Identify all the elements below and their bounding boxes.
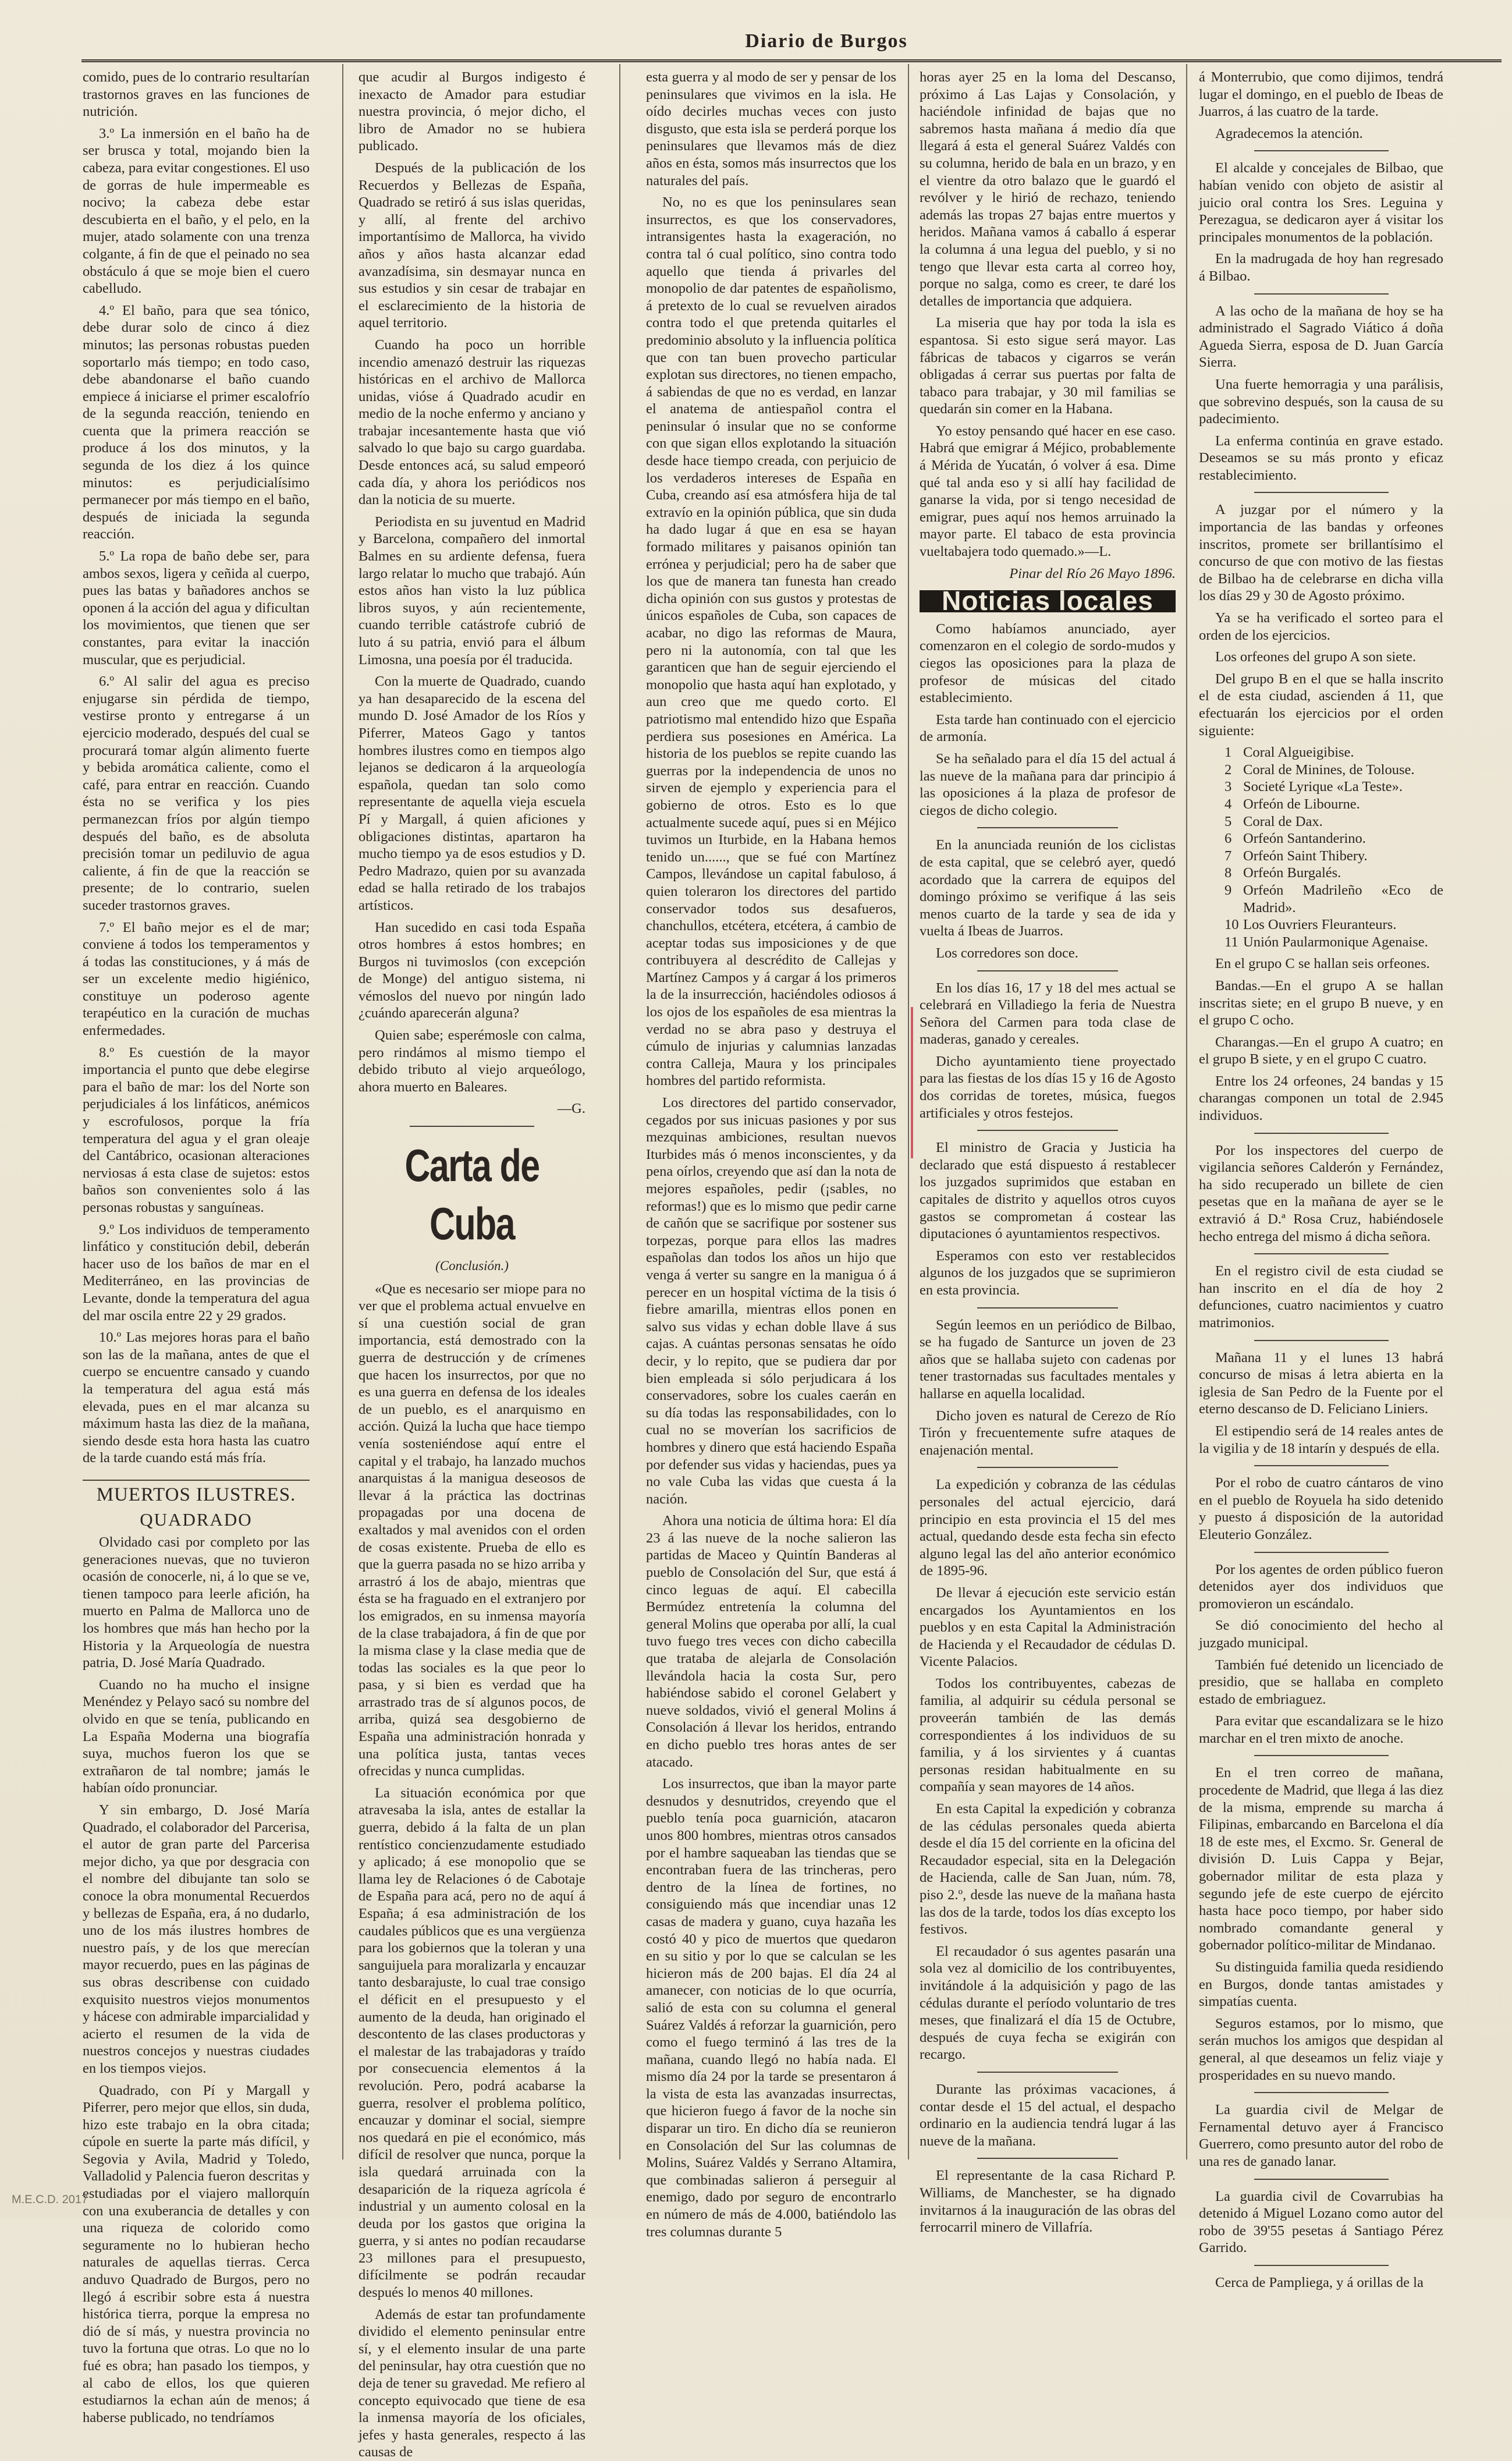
article-heading-carta-de-cuba: Carta de Cuba	[404, 1140, 540, 1250]
section-heading-muertos: MUERTOS ILUSTRES.	[83, 1480, 310, 1504]
masthead	[81, 28, 1502, 62]
paragraph: esta guerra y al modo de ser y pensar de los peninsulares que vivimos en la isla. He oído decirles muchas veces con justo disgusto, que esta isla se perderá porque los peninsulares que llevamos más de diez años en ésta, somos más insurrectos que los naturales del país.	[646, 69, 896, 189]
column-rule	[1186, 64, 1187, 2159]
news-item: En la anunciada reunión de los ciclistas de esta capital, que se celebró ayer, quedó acordado que la carrera de equipos del domingo próximo se verifique á las seis menos cuarto de la tarde y sea de ida y vuelta á Ibeas de Juarros.	[920, 837, 1176, 939]
paragraph: comido, pues de lo contrario resultarían trastornos graves en las funciones de nutrición.	[83, 69, 310, 120]
divider	[977, 1467, 1118, 1468]
news-item: Durante las próximas vacaciones, á contar desde el 15 del actual, el despacho ordinario en la audiencia tendrá lugar á las nueve de la mañana.	[920, 2081, 1176, 2149]
article-heading-quadrado: QUADRADO	[140, 1509, 253, 1530]
paragraph: que acudir al Burgos indigesto é inexacto de Amador para estudiar nuestra provincia, ó mejor dicho, el libro de Amador no se hubiera publicado.	[359, 69, 585, 154]
divider	[1254, 2092, 1389, 2093]
news-item: Dicho joven es natural de Cerezo de Río Tirón y frecuentemente sufre ataques de enajenación mental.	[920, 1407, 1176, 1458]
news-item: Los orfeones del grupo A son siete.	[1215, 649, 1416, 665]
orfeon-list-item	[1224, 744, 1443, 761]
paragraph: 10.º Las mejores horas para el baño son las de la mañana, antes de que el cuerpo se encuentre cansado y cuando la temperatura del agua está más elevada, pues en el mar alcanza su máximum hasta las diez de la mañana, siendo desde esta hora hasta las cuatro de la tarde cuando está más fría.	[83, 1329, 310, 1466]
paragraph: Quadrado, con Pí y Margall y Piferrer, pero mejor que ellos, sin duda, hizo este trabajo en la obra citada; cúpole en suerte la parte más difícil, y Segovia y Avila, Madrid y Toledo, Valladolid y Palencia fueron descritas y estudiadas por el viajero mallorquín con una exuberancia de detalles y con una riqueza de colorido como seguramente no lo hubieran hecho naturales de aquellas tierras. Cerca anduvo Quadrado de Burgos, pero no llegó á escribir sobre esta á nuestra histórica tierra, porque la empresa no dió de sí más, y nuestra provincia no tuvo la fortuna que otras. Lo que no lo fué es obra; han pasado los tiempos, y al cabo de ellos, los que quieren estudiarnos la echan aún de menos; á haberse publicado, no tendríamos	[83, 2082, 310, 2425]
list-number: 9	[1224, 882, 1232, 898]
list-number: 1	[1224, 744, 1232, 761]
news-item: Se dió conocimiento del hecho al juzgado municipal.	[1199, 1618, 1443, 1651]
list-text: Coral Algueigibise.	[1243, 744, 1354, 761]
news-item: Dicho ayuntamiento tiene proyectado para las fiestas de los días 15 y 16 de Agosto dos corridas de toretes, música, fuegos artificiales y otros festejos.	[920, 1053, 1176, 1121]
paragraph: 9.º Los individuos de temperamento linfático y constitución debil, deberán hacer uso de los baños de mar en el Mediterráneo, en las provincias de Levante, donde la temperatura del agua del mar oscila entre 22 y 29 grados.	[83, 1221, 310, 1324]
column-rule	[342, 64, 343, 2159]
news-item: Mañana 11 y el lunes 13 habrá concurso de misas á letra abierta en la iglesia de San Pedro de la Fuente por el eterno descanso de D. Feliciano Liniers.	[1199, 1349, 1443, 1417]
paragraph: Periodista en su juventud en Madrid y Barcelona, compañero del inmortal Balmes en su ardiente defensa, fuera largo relatar lo mucho que trabajó. Aún estos años han visto la luz pública libros suyos, y aún recientemente, cuando terrible catástrofe cubrió de luto á su patria, envió para el álbum Limosna, una poesía por él traducida.	[359, 513, 585, 668]
news-item: Por el robo de cuatro cántaros de vino en el pueblo de Royuela ha sido detenido y puesto á disposición de la autoridad Eleuterio González.	[1199, 1475, 1443, 1542]
news-item: En el registro civil de esta ciudad se han inscrito en el día de hoy 2 defunciones, cuatro nacimientos y cuatro matrimonios.	[1199, 1263, 1443, 1331]
list-number: 11	[1224, 934, 1238, 950]
news-item: A juzgar por el número y la importancia de las bandas y orfeones inscritos, promete ser brillantísimo el concurso de que con motivo de las fiestas de Bilbao ha de celebrarse en dicha villa los días 29 y 30 de Agosto próximo.	[1199, 502, 1443, 604]
list-text: Coral de Minines, de Tolouse.	[1243, 761, 1415, 778]
paragraph: Quien sabe; esperémosle con calma, pero rindámos al mismo tiempo el debido tributo al viejo arqueólogo, ahora muerto en Baleares.	[359, 1027, 585, 1095]
list-number: 10	[1224, 917, 1239, 933]
orfeon-list-item	[1224, 847, 1443, 865]
orfeon-list-item	[1224, 830, 1443, 847]
paragraph: La miseria que hay por toda la isla es espantosa. Si esto sigue será mayor. Las fábricas de tabacos y cigarros se verán obligadas á cerrar sus puertas por falta de tabaco para trabajar, y 30 mil familias se quedarán sin comer en la Habana.	[920, 315, 1176, 417]
paragraph: 7.º El baño mejor es el de mar; conviene á todos los temperamentos y á todas las constituciones, y á más de ser un excelente medio higiénico, constituye un poderoso agente terapéutico en la curación de muchas enfermedades.	[83, 919, 310, 1039]
paragraph: La situación económica por que atravesaba la isla, antes de estallar la guerra, debido á la falta de un plan rentístico concienzudamente estudiado y aplicado; á ese monopolio que se llama ley de Relaciones ó de Cabotaje de España para acá, pero no de aquí á España; á esa administración de los caudales públicos que es una vergüenza para los gobiernos que la toleran y una sanguijuela para moralizarla y encauzar tanto desbarajuste, lo cual trae consigo el déficit en el presupuesto y el aumento de la deuda, han originado el descontento de las clases productoras y el malestar de las trabajadoras y traído por consecuencia elementos á la revolución. Pero, podrá acabarse la guerra, resolver el problema político, encauzar y dominar el social, siempre nos quedará en pie el económico, más difícil de resolver que nunca, porque la isla quedará arruinada con la desaparición de la riqueza agrícola é industrial y un aumento colosal en la deuda por los gastos que origina la guerra, y si antes no podían recaudarse 23 millones para el presupuesto, difícilmente se podrán recaudar después lo menos 40 millones.	[359, 1785, 585, 2301]
paragraph: No, no es que los peninsulares sean insurrectos, es que los conservadores, intransigentes hasta la exageración, no contra tal ó cual político, sino contra todo aquello que tienda á privarles del monopolio de dar patentes de españolismo, á pretexto de lo cual se revuelven airados contra todo el que pretenda quitarles el predominio absoluto y la influencia política que con tan buen provecho particular explotan sus directores, no tienen empacho, á sabiendas de que no es verdad, en lanzar el anatema de antiespañol contra el peninsular ó insular que no se conforme con que sigan ellos explotando la situación desde hace tiempo creada, con perjuicio de los verdaderos intereses de España en Cuba, creando así esa atmósfera hija de tal extravío en la opinión pública, que sin duda ha dado lugar á que en esa se hayan formado militares y paisanos opinión tan errónea y perjudicial; pero ha de saber que los que de manera tan funesta han creado dicha opinión con sus gustos y protestas de únicos españoles de Cuba, son capaces de acabar, no digo las reformas de Maura, pero ni la autonomía, con tal que les garanticen que han de seguir ejerciendo el monopolio que hasta aquí han explotado, y aun creo que me quedo corto. El patriotismo mal entendido hizo que España perdiera sus posesiones en América. La historia de los pueblos se repite cuando las guerras por la independencia de unos no sirven de ejemplo y experiencia para el gobierno de otros. Esto es lo que actualmente sucede aquí, pues si en Méjico tuvimos un Iturbide, en la Habana hemos tenido un......, que se fué con Martínez Campos, llevándose un capital fabuloso, á quien toleraron los directores del partido conservador todos sus desafueros, chanchullos, etcétera, etcétera, á cambio de aceptar todas sus imposiciones y de que contribuyera al descrédito de Callejas y Martínez Campos y á cargar á los primeros la de la insurrección, haciéndoles odiosos á los ojos de los españoles de esa mientras la verdad no se abra paso y destruya el cúmulo de injurias y calumnias lanzadas contra Calleja, Maura y los principales hombres del partido reformista.	[646, 194, 896, 1089]
pencil-annotation-mark	[911, 1007, 913, 1158]
divider	[1254, 2179, 1389, 2180]
list-text: Orfeón Santanderino.	[1243, 831, 1366, 847]
news-item: En los días 16, 17 y 18 del mes actual se celebrará en Villadiego la feria de Nuestra Señora del Carmen para toda clase de maderas, ganado y cereales.	[920, 980, 1176, 1048]
list-text: Orfeón Saint Thibery.	[1243, 847, 1368, 864]
divider	[977, 2072, 1118, 2073]
paragraph: 6.º Al salir del agua es preciso enjugarse sin pérdida de tiempo, vestirse pronto y entregarse á un ejercicio moderado, después del cual se procurará tomar algún alimento fuerte y bebida aromática caliente, como el café, para entrar en reacción. Cuando ésta no se verifica y los pies permanezcan fríos por algún tiempo después del baño, es de absoluta precisión tomar un pediluvio de agua caliente, á fin de que la reacción se presente; de lo contrario, suelen suceder trastornos graves.	[83, 673, 310, 913]
divider	[1254, 1253, 1389, 1254]
news-item: Los corredores son doce.	[936, 945, 1078, 961]
paragraph: Olvidado casi por completo por las generaciones nuevas, que no tuvieron ocasión de conocerle, ni, á lo que se ve, tienen tampoco para leerle afición, ha muerto en Palma de Mallorca uno de los hombres que más han hecho por la Historia y la Arqueología de nuestra patria, D. José María Quadrado.	[83, 1534, 310, 1671]
list-number: 6	[1224, 831, 1232, 847]
archive-watermark: M.E.C.D. 2017	[12, 2193, 88, 2206]
news-item: El ministro de Gracia y Justicia ha declarado que está dispuesto á restablecer los juzgados suprimidos que estaban en capitales de distrito y aquellos otros cuyos gastos se comprometan á costear las diputaciones ó ayuntamientos respectivos.	[920, 1140, 1176, 1242]
paragraph: 8.º Es cuestión de la mayor importancia el punto que debe elegirse para el baño de mar: los del Norte son perjudiciales á los linfáticos, anémicos y escrofulosos, porque la fría temperatura del agua y el gran oleaje del Cantábrico, ocasionan alteraciones nerviosas á esta clase de sujetos: estos baños son convenientes solo á las personas robustas y sanguíneas.	[83, 1044, 310, 1215]
divider	[1254, 150, 1389, 151]
paragraph: horas ayer 25 en la loma del Descanso, próximo á Las Lajas y Consolación, y haciéndole infinidad de bajas que no sabremos hasta mañana á medio día que llegará á esta el general Suárez Valdés con su columna, herido de bala en un brazo, y en el vientre da otro balazo que le guardó el revólver y le hirió de rechazo, teniendo además las tropas 27 bajas entre muertos y heridos. Mañana vamos á caballo á esperar la columna á una legua del pueblo, y si no tengo que llevar esta carta al correo hoy, porque no salga, como es creer, te daré los detalles de importancia que adquiera.	[920, 69, 1176, 309]
news-item: El estipendio será de 14 reales antes de la vigilia y de 18 intarín y después de ella.	[1199, 1423, 1443, 1456]
divider	[1254, 2265, 1389, 2266]
divider	[1254, 1552, 1389, 1553]
list-number: 4	[1224, 796, 1232, 812]
list-text: Orfeón de Libourne.	[1243, 796, 1360, 812]
list-number: 5	[1224, 813, 1232, 829]
news-item: Ya se ha verificado el sorteo para el orden de los ejercicios.	[1199, 610, 1443, 643]
list-number: 3	[1224, 779, 1232, 795]
news-item: De llevar á ejecución este servicio están encargados los Ayuntamientos en los pueblos y en esta Capital la Administración de Hacienda y el Recaudador de cédulas D. Vicente Palacios.	[920, 1584, 1176, 1670]
news-item: En el tren correo de mañana, procedente de Madrid, que llega á las diez de la misma, emprende su marcha á Filipinas, embarcando en Barcelona el día 18 de este mes, el Excmo. Sr. General de división D. Luis Cappa y Bejar, gobernador militar de esta plaza y segundo jefe de este cuerpo de ejército hasta hace poco tiempo, por haber sido nombrado comandante general y gobernador político-militar de Mindanao.	[1199, 1765, 1443, 1953]
divider	[1254, 1340, 1389, 1341]
news-item: La guardia civil de Melgar de Fernamental detuvo ayer á Francisco Guerrero, como presunto autor del robo de una res de ganado lanar.	[1199, 2102, 1443, 2169]
column-2	[359, 69, 585, 2460]
column-4	[920, 69, 1176, 2236]
list-text: Coral de Dax.	[1243, 813, 1323, 829]
list-number: 7	[1224, 847, 1232, 864]
divider	[1254, 1133, 1389, 1134]
orfeon-list-item	[1224, 916, 1443, 934]
orfeon-list-item	[1224, 882, 1443, 916]
column-rule	[619, 64, 620, 2159]
news-item: Todos los contribuyentes, cabezas de familia, al adquirir su cédula personal se proveerán también de las demás correspondientes á los individuos de su familia, y á los sirvientes y á cuantas personas residan habitualmente en su compañía y sean mayores de 14 años.	[920, 1675, 1176, 1795]
news-item: En el grupo C se hallan seis orfeones.	[1215, 956, 1430, 972]
news-item: El recaudador ó sus agentes pasarán una sola vez al domicilio de los contribuyentes, invitándole á la adquisición y pago de las cédulas durante el período voluntario de tres meses, que finalizará el día 15 de Octubre, después de cuya fecha se exigirán con recargo.	[920, 1943, 1176, 2063]
news-item: Según leemos en un periódico de Bilbao, se ha fugado de Santurce un joven de 23 años que se hallaba sujeto con cadenas por tener trastornadas sus facultades mentales y hallarse en aquella localidad.	[920, 1317, 1176, 1402]
news-item: También fué detenido un licenciado de presidio, que se hallaba en completo estado de embriaguez.	[1199, 1657, 1443, 1707]
divider	[1254, 1465, 1389, 1466]
divider	[410, 1126, 535, 1127]
news-item: La enferma continúa en grave estado. Deseamos se su más pronto y eficaz restablecimiento.	[1199, 432, 1443, 483]
divider	[1254, 1755, 1389, 1756]
news-item: Una fuerte hemorragia y una parálisis, que sobrevino después, son la causa de su padecimiento.	[1199, 376, 1443, 427]
divider	[1254, 492, 1389, 493]
paragraph: Con la muerte de Quadrado, cuando ya han desaparecido de la escena del mundo D. José Amador de los Ríos y Piferrer, Mateos Gago y tantos hombres ilustres como en tiempos algo lejanos se dedicaron á la arqueología española, quedan tan solo como representante de aquella vieja escuela Pí y Margall, á quien aficiones y obligaciones distintas, apartaron ha mucho tiempo ya de esos estudios y D. Pedro Madrazo, quien por su avanzada edad se halla retirado de los trabajos artísticos.	[359, 673, 585, 913]
paragraph: Además de estar tan profundamente dividido el elemento peninsular entre sí, y el elemento insular de una parte del peninsular, hay otra cuestión que no deja de tener su gravedad. Me refiero al concepto equivocado que tiene de esa la inmensa mayoría de los oficiales, jefes y hasta generales, respecto á las causas de	[359, 2306, 585, 2460]
news-item: Bandas.—En el grupo A se hallan inscritas siete; en el grupo B nueve, y en el grupo C ocho.	[1199, 977, 1443, 1029]
orfeon-list	[1199, 744, 1443, 951]
divider	[977, 1130, 1118, 1131]
news-item: A las ocho de la mañana de hoy se ha administrado el Sagrado Viático á doña Agueda Sierra, esposa de D. Juan García Sierra.	[1199, 303, 1443, 371]
paragraph: Han sucedido en casi toda España otros hombres á estos hombres; en Burgos ni tuvimoslos (con excepción de Monge) del antiguo sistema, ni vémoslos del nuevo por ningún lado ¿cuándo aparecerán alguna?	[359, 919, 585, 1022]
list-text: Societé Lyrique «La Teste».	[1243, 779, 1403, 795]
news-item: El alcalde y concejales de Bilbao, que habían venido con objeto de asistir al juicio oral contra los Sres. Leguina y Perezagua, se dedicaron ayer á visitar los principales monumentos de la población.	[1199, 160, 1443, 245]
divider	[977, 827, 1118, 828]
list-number: 2	[1224, 761, 1232, 778]
news-item: Como habíamos anunciado, ayer comenzaron en el colegio de sordo-mudos y ciegos las oposiciones para la plaza de profesor de músicas del citado establecimiento.	[920, 620, 1176, 706]
orfeon-list-item	[1224, 796, 1443, 813]
list-text: Orfeón Burgalés.	[1243, 865, 1341, 881]
divider	[977, 1307, 1118, 1308]
news-item: En la madrugada de hoy han regresado á Bilbao.	[1199, 251, 1443, 284]
news-item: Cerca de Pampliega, y á orillas de la	[1215, 2274, 1424, 2290]
orfeon-list-item	[1224, 778, 1443, 796]
news-item: La expedición y cobranza de las cédulas personales del actual ejercicio, dará principio en esta provincia el 15 del mes actual, quedando desde esta fecha sin efecto alguno legal las del año anterior económico de 1895-96.	[920, 1477, 1176, 1579]
list-text: Unión Paularmonique Agenaise.	[1243, 934, 1428, 950]
list-text: Los Ouvriers Fleuranteurs.	[1243, 917, 1397, 933]
orfeon-list-item	[1224, 813, 1443, 831]
news-item: Agradecemos la atención.	[1215, 125, 1363, 141]
news-item: En esta Capital la expedición y cobranza de las cédulas personales queda abierta desde el día 15 del corriente en la oficina del Recaudador especial, sita en la Delegación de Hacienda, calle de San Juan, núm. 78, piso 2.º, desde las nueve de la mañana hasta las dos de la tarde, todos los días excepto los festivos.	[920, 1801, 1176, 1938]
paragraph: Cuando no ha mucho el insigne Menéndez y Pelayo sacó su nombre del olvido en que se tenía, publicando en La España Moderna una biografía suya, muchos fueron los que se extrañaron de tal nombre; jamás le habían oído pronunciar.	[83, 1676, 310, 1796]
paragraph: Y sin embargo, D. José María Quadrado, el colaborador del Parcerisa, el autor de gran parte del Parcerisa mejor dicho, ya que por desgracia con el nombre del dibujante tan solo se conoce la obra monumental Recuerdos y bellezas de España, era, á no dudarlo, uno de los más ilustres hombres de nuestro país, y de los que merecían mayor recuerdo, pues en las páginas de sus obras describense con cuidado exquisito nuestros viejos monumentos y hácese con admirable imparcialidad y acierto el resumen de la vida de nuestros concejos y nuestras ciudades en los tiempos viejos.	[83, 1802, 310, 2076]
news-item: Seguros estamos, por lo mismo, que serán muchos los amigos que despidan al general, al que deseamos un feliz viaje y prosperidades en su nuevo mando.	[1199, 2015, 1443, 2083]
paragraph: Después de la publicación de los Recuerdos y Bellezas de España, Quadrado se retiró á sus islas queridas, y allí, al frente del archivo importantísimo de Mallorca, ha vivido años y años hasta alcanzar edad avanzadísima, sin desmayar nunca en sus estudios y sin cesar de trabajar en el esclarecimiento de la historia de aquel territorio.	[359, 159, 585, 331]
paragraph: Yo estoy pensando qué hacer en ese caso. Habrá que emigrar á Méjico, probablemente á Mérida de Yucatán, ó volver á esa. Dime qué tal anda eso y si allí hay facilidad de ganarse la vida, por si tengo necesidad de emigrar, pues aquí nos hemos arruinado la mayor parte. El tabaco de esta provincia vueltabajera todo quemado.»—L.	[920, 423, 1176, 560]
article-signature: —G.	[557, 1101, 585, 1117]
article-subheading: (Conclusión.)	[435, 1258, 509, 1274]
column-1	[83, 69, 310, 2425]
orfeon-list-item	[1224, 934, 1443, 951]
news-item: á Monterrubio, que como dijimos, tendrá lugar el domingo, en el pueblo de Ibeas de Juarros, á las cuatro de la tarde.	[1199, 69, 1443, 120]
news-item: Por los agentes de orden público fueron detenidos ayer dos individuos que promovieron un escándalo.	[1199, 1561, 1443, 1612]
news-item: Para evitar que escandalizara se le hizo marchar en el tren mixto de anoche.	[1199, 1713, 1443, 1746]
list-text: Orfeón Madrileño «Eco de Madrid».	[1243, 882, 1443, 916]
paragraph: Cuando ha poco un horrible incendio amenazó destruir las riquezas históricas en el archivo de Mallorca unidas, vióse á Quadrado acudir en medio de la noche enfermo y anciano y trabajar incesantemente hasta que vió salvado lo que bajo su cargo guardaba. Desde entonces acá, su salud empeoró cada día, y ahora los periódicos nos dan la noticia de su muerte.	[359, 336, 585, 508]
news-item: Charangas.—En el grupo A cuatro; en el grupo B siete, y en el grupo C cuatro.	[1199, 1034, 1443, 1068]
list-number: 8	[1224, 865, 1232, 881]
column-rule	[908, 64, 909, 2159]
column-5	[1199, 69, 1443, 2290]
news-item: Del grupo B en el que se halla inscrito el de esta ciudad, ascienden á 11, que efectuarán los ejercicios por el orden siguiente:	[1199, 671, 1443, 739]
dateline: Pinar del Río 26 Mayo 1896.	[1009, 565, 1176, 581]
divider	[1254, 293, 1389, 295]
divider	[977, 970, 1118, 971]
divider	[977, 2158, 1118, 2159]
column-3	[646, 69, 896, 2240]
news-item: Entre los 24 orfeones, 24 bandas y 15 charangas componen un total de 2.945 individuos.	[1199, 1073, 1443, 1124]
news-item: La guardia civil de Covarrubias ha detenido á Miguel Lozano como autor del robo de 39'55 pesetas á Santiago Pérez Garrido.	[1199, 2188, 1443, 2256]
news-item: Su distinguida familia queda residiendo en Burgos, donde tantas amistades y simpatías cuenta.	[1199, 1959, 1443, 2010]
masthead-title: Diario de Burgos	[745, 30, 908, 52]
paragraph: 4.º El baño, para que sea tónico, debe durar solo de cinco á diez minutos; las personas robustas pueden soportarlo más tiempo; en todo caso, debe abandonarse el baño cuando empiece á iniciarse el primer escalofrío de la segunda reacción, teniendo en cuenta que la primera reacción se produce á los dos minutos, y la segunda de los diez á los quince minutos: es perjudicialísimo permanecer por más tiempo en el baño, después de iniciada la segunda reacción.	[83, 302, 310, 542]
paragraph: 5.º La ropa de baño debe ser, para ambos sexos, ligera y ceñida al cuerpo, pues las batas y bañadores anchos se oponen á la acción del agua y dificultan los movimientos, que tienen que ser constantes, para evitar la inacción muscular, que es perjudicial.	[83, 548, 310, 668]
paragraph: 3.º La inmersión en el baño ha de ser brusca y total, mojando bien la cabeza, para evitar congestiones. El uso de gorras de hule impermeable es nocivo; la cabeza debe estar descubierta en el baño, y el pelo, en la mujer, atado solamente con una trenza colgante, á fin de que el peinado no sea obstáculo á que se moje bien el cuero cabelludo.	[83, 125, 310, 297]
orfeon-list-item	[1224, 761, 1443, 779]
paragraph: «Que es necesario ser miope para no ver que el problema actual envuelve en sí una cuestión social de gran importancia, está demostrado con la guerra de destrucción y de crímenes que hacen los insurrectos, por que no es una guerra en defensa de los ideales de un pueblo, es el anarquismo en acción. Quizá la lucha que hace tiempo venía sosteniéndose aquí entre el capital y el trabajo, ha lanzado muchos anarquistas á la manigua deseosos de llevar á la práctica las doctrinas propagadas por una docena de exaltados y mal avenidos con el orden de cosas existente. Prueba de ello es que la guerra pasada no se hizo arriba y arrastró á los de abajo, mientras que ésta se ha fraguado en el extranjero por los emigrados, en su inmensa mayoría de la clase trabajadora, á fin de que por la misma clase y la clase media que de todas las sociales es la que peor lo pasa, y si bien es verdad que ha arrastrado tras de sí algunos pocos, de arriba, quizá sea desgobierno de España una administración honrada y una política justa, tantas veces ofrecidas y nunca cumplidas.	[359, 1281, 585, 1779]
paragraph: Los directores del partido conservador, cegados por sus inicuas pasiones y por sus mezquinas ambiciones, resultan nuevos Iturbides más ó menos inconscientes, y da pena oírlos, creyendo que así dan la nota de mejores españoles, pedir (¡sables, no reformas!) que es lo mismo que pedir carne de cañón que se sacrifique por sostener sus torpezas, porque para ellos las madres españolas dan todos los años un hijo que venga á verter su sangre en la manigua ó á perecer en un hospital víctima de la tisis ó fiebre amarilla, mientras ellos ponen en salvo sus vidas y echan doble llave á sus cajas. A cuántas personas sensatas he oído decir, y lo repito, que se pudiera dar por bien empleada si sólo perjudicara á los conservadores, sobre los cuales caerán en su día todas las responsabilidades, con lo cual no se moverían los sacrificios de hombres y dinero que está haciendo España por defender sus vidas y haciendas, pues ya no vale Cuba las vidas que cuesta á la nación.	[646, 1095, 896, 1507]
paragraph: Ahora una noticia de última hora: El día 23 á las nueve de la noche salieron las partidas de Maceo y Quintín Banderas al pueblo de Consolación del Sur, que está á cinco leguas de aquí. El cabecilla Bermúdez entretenía la columna del general Molins que operaba por allí, la cual tuvo fuego tres veces con dicho cabecilla que trataba de alejarla de Consolación llevándola hacia la costa Sur, pero habiéndose sabido el coronel Gelabert y nueve soldados, vivió el general Molins á Consolación á llevar los heridos, entrando en dicho pueblo tres horas antes de ser atacado.	[646, 1513, 896, 1770]
paragraph: Los insurrectos, que iban la mayor parte desnudos y desnutridos, creyendo que el pueblo tenía poca guarnición, atacaron unos 800 hombres, mientras otros cansados por el hambre saqueaban las tiendas que se encontraban fuera de las trincheras, pero dentro de la línea de fortines, no consiguiendo más que incendiar unas 12 casas de madera y guano, cuya hazaña les costó 40 y pico de muertos que quedaron en su sitio y por lo que se calculan se les hicieron más de 200 bajas. El día 24 al amanecer, con noticias de lo que ocurría, salió de esta con su columna el general Suárez Valdés á reforzar la guarnición, pero como el fuego terminó á las tres de la mañana, cuando llegó no había nada. El mismo día 24 por la tarde se presentaron á la vista de esta las avanzadas insurrectas, que hicieron fuego á favor de la noche sin disparar un tiro. En dicho día se reunieron en Consolación del Sur las columnas de Molins, Suárez Valdés y Serrano Altamira, que combinadas salieron á perseguir al enemigo, dado por seguro de encontrarlo en número de más de 4.000, batiéndolo las tres columnas durante 5	[646, 1776, 896, 2240]
news-item: Esperamos con esto ver restablecidos algunos de los juzgados que se suprimieron en esta provincia.	[920, 1247, 1176, 1298]
news-item: Esta tarde han continuado con el ejercicio de armonía.	[920, 711, 1176, 745]
section-heading-noticias-locales: Noticias locales	[920, 590, 1176, 612]
orfeon-list-item	[1224, 864, 1443, 882]
news-item: Se ha señalado para el día 15 del actual á las nueve de la mañana para dar principio á las oposiciones á la plaza de profesor de ciegos de dicho colegio.	[920, 750, 1176, 818]
news-item: Por los inspectores del cuerpo de vigilancia señores Calderón y Fernández, ha sido recuperado un billete de cien pesetas que en la mañana de ayer se le extravió á D.ª Rosa Cruz, habiéndosele hecho entrega del mismo á dicha señora.	[1199, 1142, 1443, 1244]
news-item: El representante de la casa Richard P. Williams, de Manchester, se ha dignado invitarnos á la inauguración de las obras del ferrocarril minero de Villafría.	[920, 2168, 1176, 2236]
